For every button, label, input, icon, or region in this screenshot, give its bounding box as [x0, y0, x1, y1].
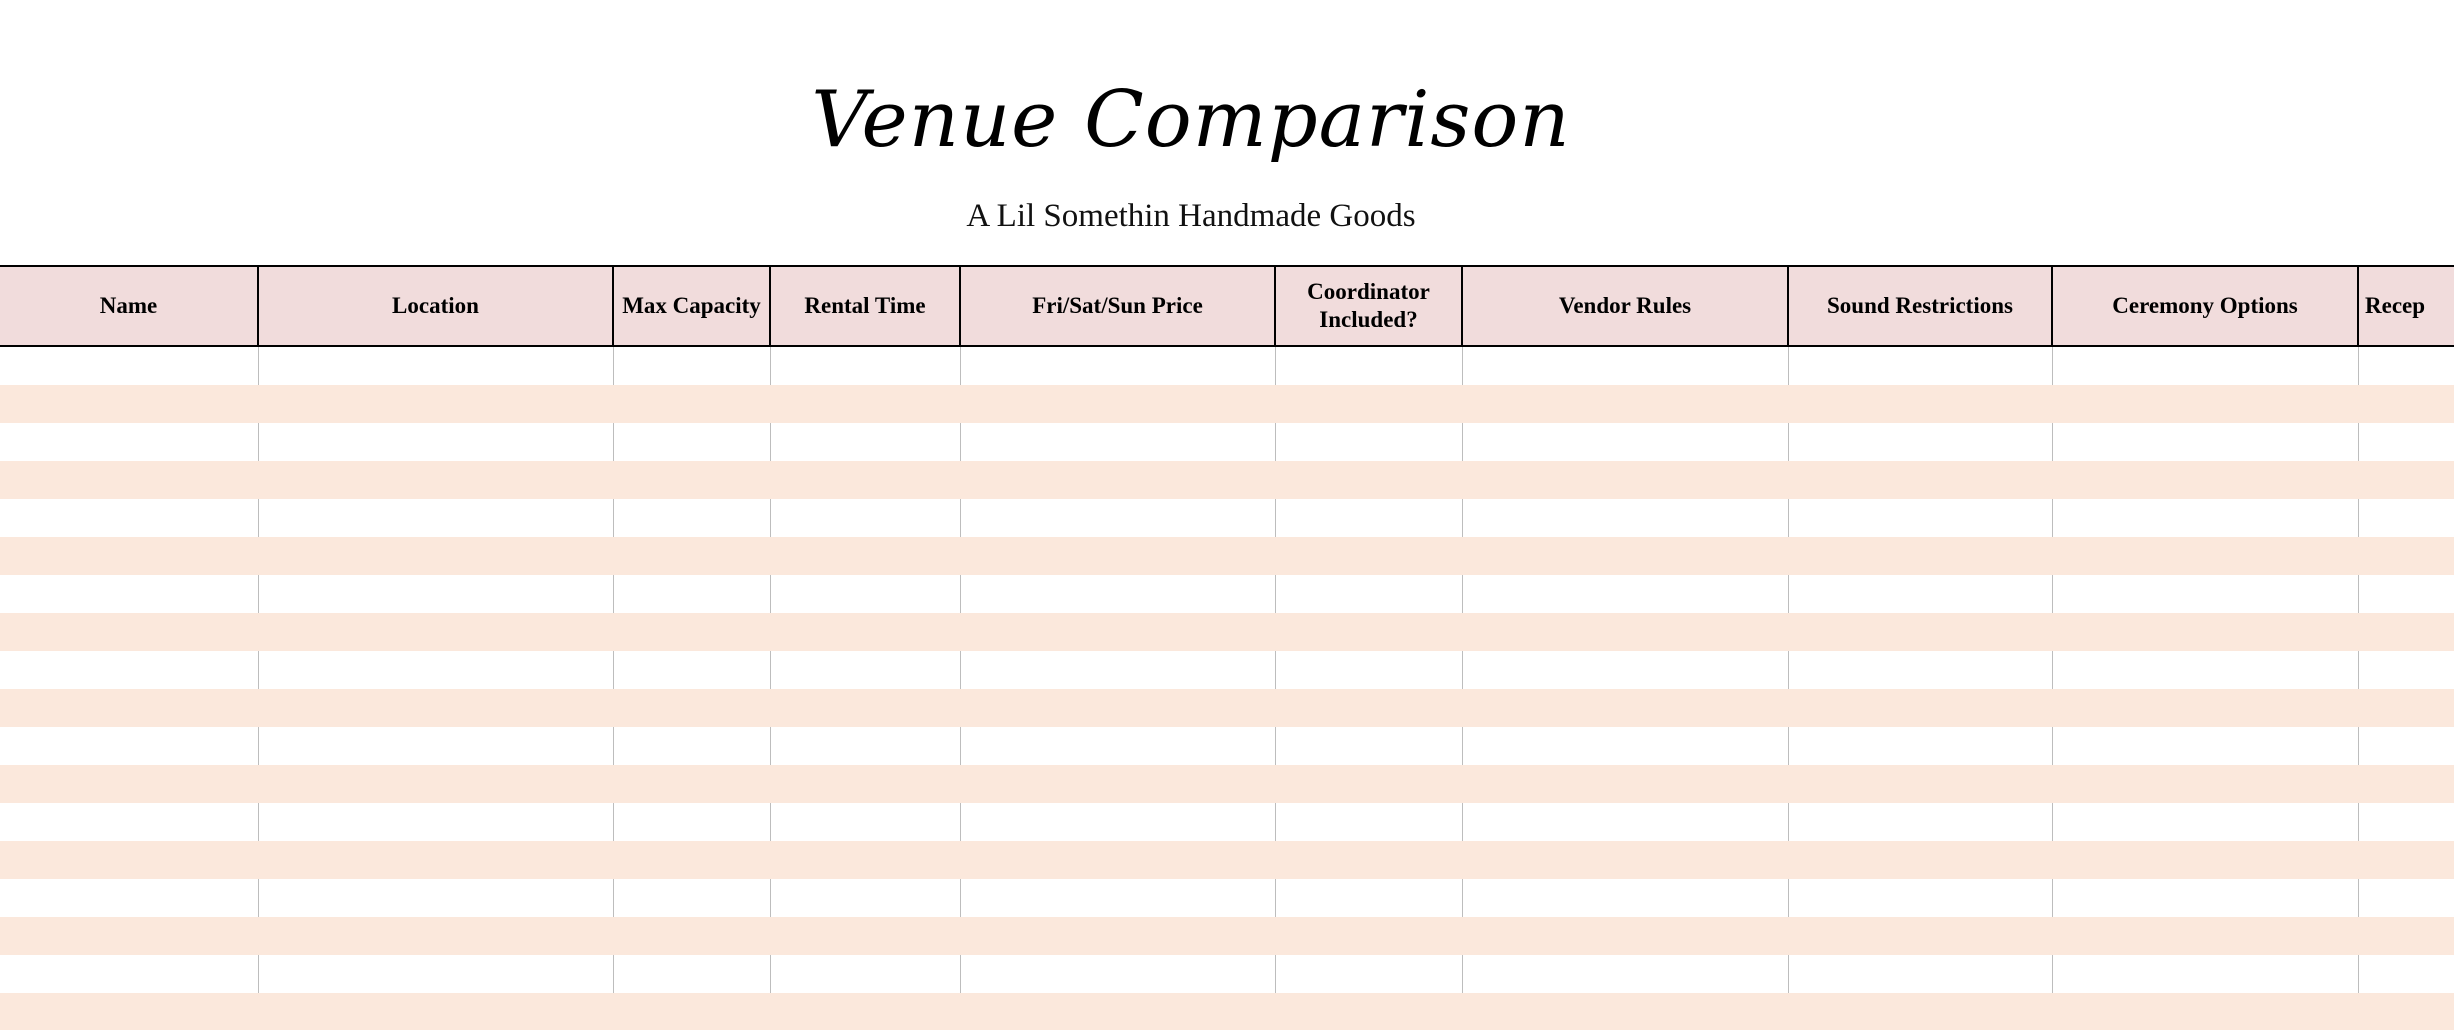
table-cell[interactable]: [1275, 575, 1462, 613]
table-cell[interactable]: [0, 803, 258, 841]
table-cell[interactable]: [770, 765, 960, 803]
table-row: [0, 499, 2454, 537]
table-cell[interactable]: [1788, 727, 2052, 765]
table-cell[interactable]: [258, 499, 613, 537]
table-cell[interactable]: [258, 993, 613, 1030]
table-cell[interactable]: [1462, 651, 1788, 689]
table-row: [0, 346, 2454, 385]
table-cell[interactable]: [0, 461, 258, 499]
table-cell[interactable]: [0, 993, 258, 1030]
page-title: Venue Comparison: [811, 75, 1571, 165]
table-cell[interactable]: [2052, 575, 2358, 613]
table-cell[interactable]: [960, 955, 1275, 993]
table-cell[interactable]: [0, 765, 258, 803]
table-cell[interactable]: [2358, 765, 2454, 803]
table-cell[interactable]: [0, 879, 258, 917]
table-cell[interactable]: [1788, 651, 2052, 689]
table-row: [0, 651, 2454, 689]
table-cell[interactable]: [613, 765, 770, 803]
table-cell[interactable]: [2052, 955, 2358, 993]
table-row: [0, 765, 2454, 803]
table-cell[interactable]: [770, 917, 960, 955]
table-cell[interactable]: [1788, 461, 2052, 499]
table-cell[interactable]: [2358, 879, 2454, 917]
column-header-sound-restrictions[interactable]: Sound Restrictions: [1788, 266, 2052, 346]
table-row: [0, 537, 2454, 575]
table-cell[interactable]: [1275, 346, 1462, 385]
table-cell[interactable]: [770, 651, 960, 689]
table-cell[interactable]: [258, 346, 613, 385]
table-cell[interactable]: [2358, 803, 2454, 841]
table-cell[interactable]: [960, 385, 1275, 423]
table-cell[interactable]: [1462, 803, 1788, 841]
table-cell[interactable]: [0, 575, 258, 613]
table-cell[interactable]: [1462, 385, 1788, 423]
table-cell[interactable]: [613, 385, 770, 423]
table-cell[interactable]: [960, 461, 1275, 499]
table-cell[interactable]: [1462, 765, 1788, 803]
table-cell[interactable]: [770, 613, 960, 651]
table-row: [0, 841, 2454, 879]
table-cell[interactable]: [770, 689, 960, 727]
table-row: [0, 613, 2454, 651]
table-cell[interactable]: [258, 727, 613, 765]
table-cell[interactable]: [613, 537, 770, 575]
table-row: [0, 423, 2454, 461]
table-cell[interactable]: [2052, 385, 2358, 423]
page-subtitle: A Lil Somethin Handmade Goods: [966, 198, 1416, 234]
table-cell[interactable]: [2358, 537, 2454, 575]
table-cell[interactable]: [613, 727, 770, 765]
table-cell[interactable]: [1275, 461, 1462, 499]
table-cell[interactable]: [770, 346, 960, 385]
table-cell[interactable]: [2052, 803, 2358, 841]
column-header-coordinator-included[interactable]: Coordinator Included?: [1275, 266, 1462, 346]
table-cell[interactable]: [1275, 385, 1462, 423]
table-cell[interactable]: [2052, 499, 2358, 537]
table-cell[interactable]: [613, 499, 770, 537]
table-cell[interactable]: [613, 651, 770, 689]
table-cell[interactable]: [258, 879, 613, 917]
table-cell[interactable]: [613, 575, 770, 613]
venue-comparison-table: [0, 265, 2454, 1030]
table-cell[interactable]: [1462, 423, 1788, 461]
table-cell[interactable]: [2052, 841, 2358, 879]
table-cell[interactable]: [2358, 346, 2454, 385]
column-header-weekend-price[interactable]: Fri/Sat/Sun Price: [960, 266, 1275, 346]
table-row: [0, 803, 2454, 841]
table-cell[interactable]: [0, 689, 258, 727]
table-cell[interactable]: [960, 613, 1275, 651]
table-cell[interactable]: [2052, 651, 2358, 689]
column-header-name[interactable]: Name: [0, 266, 258, 346]
table-cell[interactable]: [0, 346, 258, 385]
table-cell[interactable]: [0, 385, 258, 423]
table-cell[interactable]: [2052, 727, 2358, 765]
table-cell[interactable]: [258, 765, 613, 803]
table-cell[interactable]: [613, 803, 770, 841]
table-cell[interactable]: [1275, 993, 1462, 1030]
table-cell[interactable]: [1788, 879, 2052, 917]
table-cell[interactable]: [2358, 461, 2454, 499]
table-cell[interactable]: [1462, 689, 1788, 727]
table-cell[interactable]: [258, 461, 613, 499]
table-cell[interactable]: [1462, 346, 1788, 385]
table-cell[interactable]: [1275, 613, 1462, 651]
table-cell[interactable]: [960, 879, 1275, 917]
table-cell[interactable]: [960, 727, 1275, 765]
table-cell[interactable]: [0, 917, 258, 955]
table-cell[interactable]: [1788, 613, 2052, 651]
table-cell[interactable]: [1275, 955, 1462, 993]
table-cell[interactable]: [1788, 803, 2052, 841]
table-cell[interactable]: [2052, 689, 2358, 727]
table-cell[interactable]: [960, 423, 1275, 461]
table-cell[interactable]: [1788, 841, 2052, 879]
column-header-max-capacity[interactable]: Max Capacity: [613, 266, 770, 346]
table-cell[interactable]: [1462, 727, 1788, 765]
table-cell[interactable]: [770, 803, 960, 841]
table-cell[interactable]: [1462, 993, 1788, 1030]
table-cell[interactable]: [1462, 575, 1788, 613]
table-cell[interactable]: [2052, 879, 2358, 917]
header-row: [0, 266, 2454, 346]
column-header-ceremony-options[interactable]: Ceremony Options: [2052, 266, 2358, 346]
table-cell[interactable]: [2052, 346, 2358, 385]
table-cell[interactable]: [0, 955, 258, 993]
table-cell[interactable]: [2358, 575, 2454, 613]
table-cell[interactable]: [960, 537, 1275, 575]
table-cell[interactable]: [613, 955, 770, 993]
table-cell[interactable]: [2358, 955, 2454, 993]
table-cell[interactable]: [770, 575, 960, 613]
table-cell[interactable]: [960, 765, 1275, 803]
table-cell[interactable]: [1788, 575, 2052, 613]
table-cell[interactable]: [613, 423, 770, 461]
table-cell[interactable]: [770, 461, 960, 499]
table-cell[interactable]: [1788, 993, 2052, 1030]
table-row: [0, 955, 2454, 993]
table-cell[interactable]: [960, 993, 1275, 1030]
table-cell[interactable]: [0, 537, 258, 575]
table-cell[interactable]: [2358, 651, 2454, 689]
table-cell[interactable]: [960, 841, 1275, 879]
table-row: [0, 917, 2454, 955]
table-cell[interactable]: [2052, 993, 2358, 1030]
table-cell[interactable]: [960, 499, 1275, 537]
table-cell[interactable]: [2358, 689, 2454, 727]
table-cell[interactable]: [1462, 613, 1788, 651]
table-cell[interactable]: [613, 993, 770, 1030]
table-cell[interactable]: [613, 461, 770, 499]
table-cell[interactable]: [1462, 537, 1788, 575]
table-cell[interactable]: [1275, 651, 1462, 689]
table-cell[interactable]: [2358, 385, 2454, 423]
table-cell[interactable]: [0, 651, 258, 689]
table-cell[interactable]: [960, 575, 1275, 613]
table-cell[interactable]: [2052, 765, 2358, 803]
table-cell[interactable]: [613, 879, 770, 917]
table-cell[interactable]: [1462, 499, 1788, 537]
table-cell[interactable]: [2052, 461, 2358, 499]
table-cell[interactable]: [1462, 879, 1788, 917]
table-cell[interactable]: [258, 803, 613, 841]
table-row: [0, 385, 2454, 423]
table-cell[interactable]: [1275, 879, 1462, 917]
table-row: [0, 993, 2454, 1030]
table-cell[interactable]: [770, 879, 960, 917]
table-cell[interactable]: [2358, 841, 2454, 879]
table-cell[interactable]: [0, 423, 258, 461]
table-cell[interactable]: [1275, 727, 1462, 765]
table-cell[interactable]: [1275, 499, 1462, 537]
table-cell[interactable]: [1275, 803, 1462, 841]
table-cell[interactable]: [770, 537, 960, 575]
table-cell[interactable]: [258, 537, 613, 575]
table-cell[interactable]: [2358, 499, 2454, 537]
table-cell[interactable]: [1788, 385, 2052, 423]
table-cell[interactable]: [960, 917, 1275, 955]
table-cell[interactable]: [1275, 765, 1462, 803]
table-cell[interactable]: [258, 575, 613, 613]
table-cell[interactable]: [2358, 423, 2454, 461]
table-cell[interactable]: [770, 727, 960, 765]
table-cell[interactable]: [258, 613, 613, 651]
table-row: [0, 727, 2454, 765]
table-cell[interactable]: [1788, 537, 2052, 575]
table-row: [0, 879, 2454, 917]
table-cell[interactable]: [1275, 423, 1462, 461]
table-cell[interactable]: [2358, 993, 2454, 1030]
table-cell[interactable]: [770, 955, 960, 993]
table-cell[interactable]: [1462, 461, 1788, 499]
table-cell[interactable]: [258, 841, 613, 879]
table-cell[interactable]: [2052, 537, 2358, 575]
table-cell[interactable]: [2052, 917, 2358, 955]
table-cell[interactable]: [1275, 841, 1462, 879]
table-row: [0, 461, 2454, 499]
table-cell[interactable]: [1462, 955, 1788, 993]
table-row: [0, 689, 2454, 727]
table-body: [0, 346, 2454, 1030]
table-cell[interactable]: [770, 385, 960, 423]
table-cell[interactable]: [1788, 917, 2052, 955]
table-row: [0, 575, 2454, 613]
column-header-location[interactable]: Location: [258, 266, 613, 346]
table-cell[interactable]: [613, 613, 770, 651]
table-cell[interactable]: [258, 385, 613, 423]
table-cell[interactable]: [258, 917, 613, 955]
table-cell[interactable]: [2358, 727, 2454, 765]
table-cell[interactable]: [0, 841, 258, 879]
table-cell[interactable]: [258, 423, 613, 461]
table-cell[interactable]: [960, 803, 1275, 841]
table-cell[interactable]: [613, 917, 770, 955]
table-cell[interactable]: [258, 955, 613, 993]
table-cell[interactable]: [1788, 499, 2052, 537]
table-cell[interactable]: [2358, 613, 2454, 651]
table-cell[interactable]: [770, 499, 960, 537]
table-cell[interactable]: [1788, 689, 2052, 727]
table-cell[interactable]: [613, 346, 770, 385]
table-cell[interactable]: [1275, 537, 1462, 575]
table-cell[interactable]: [770, 841, 960, 879]
table-cell[interactable]: [770, 423, 960, 461]
table-cell[interactable]: [1275, 689, 1462, 727]
table-cell[interactable]: [1788, 423, 2052, 461]
table-cell[interactable]: [2358, 917, 2454, 955]
table-cell[interactable]: [1788, 765, 2052, 803]
table-cell[interactable]: [2052, 613, 2358, 651]
table-cell[interactable]: [1275, 917, 1462, 955]
table-cell[interactable]: [613, 689, 770, 727]
table-cell[interactable]: [1788, 955, 2052, 993]
table-cell[interactable]: [770, 993, 960, 1030]
table-cell[interactable]: [258, 689, 613, 727]
table-cell[interactable]: [258, 651, 613, 689]
table-cell[interactable]: [960, 689, 1275, 727]
table-cell[interactable]: [1788, 346, 2052, 385]
table-cell[interactable]: [1462, 841, 1788, 879]
column-header-reception[interactable]: Recep: [2358, 266, 2454, 346]
table-cell[interactable]: [960, 651, 1275, 689]
column-header-rental-time[interactable]: Rental Time: [770, 266, 960, 346]
table-cell[interactable]: [2052, 423, 2358, 461]
column-header-vendor-rules[interactable]: Vendor Rules: [1462, 266, 1788, 346]
table-cell[interactable]: [1462, 917, 1788, 955]
table-cell[interactable]: [0, 727, 258, 765]
table-cell[interactable]: [960, 346, 1275, 385]
table-cell[interactable]: [0, 613, 258, 651]
table-cell[interactable]: [613, 841, 770, 879]
table-cell[interactable]: [0, 499, 258, 537]
